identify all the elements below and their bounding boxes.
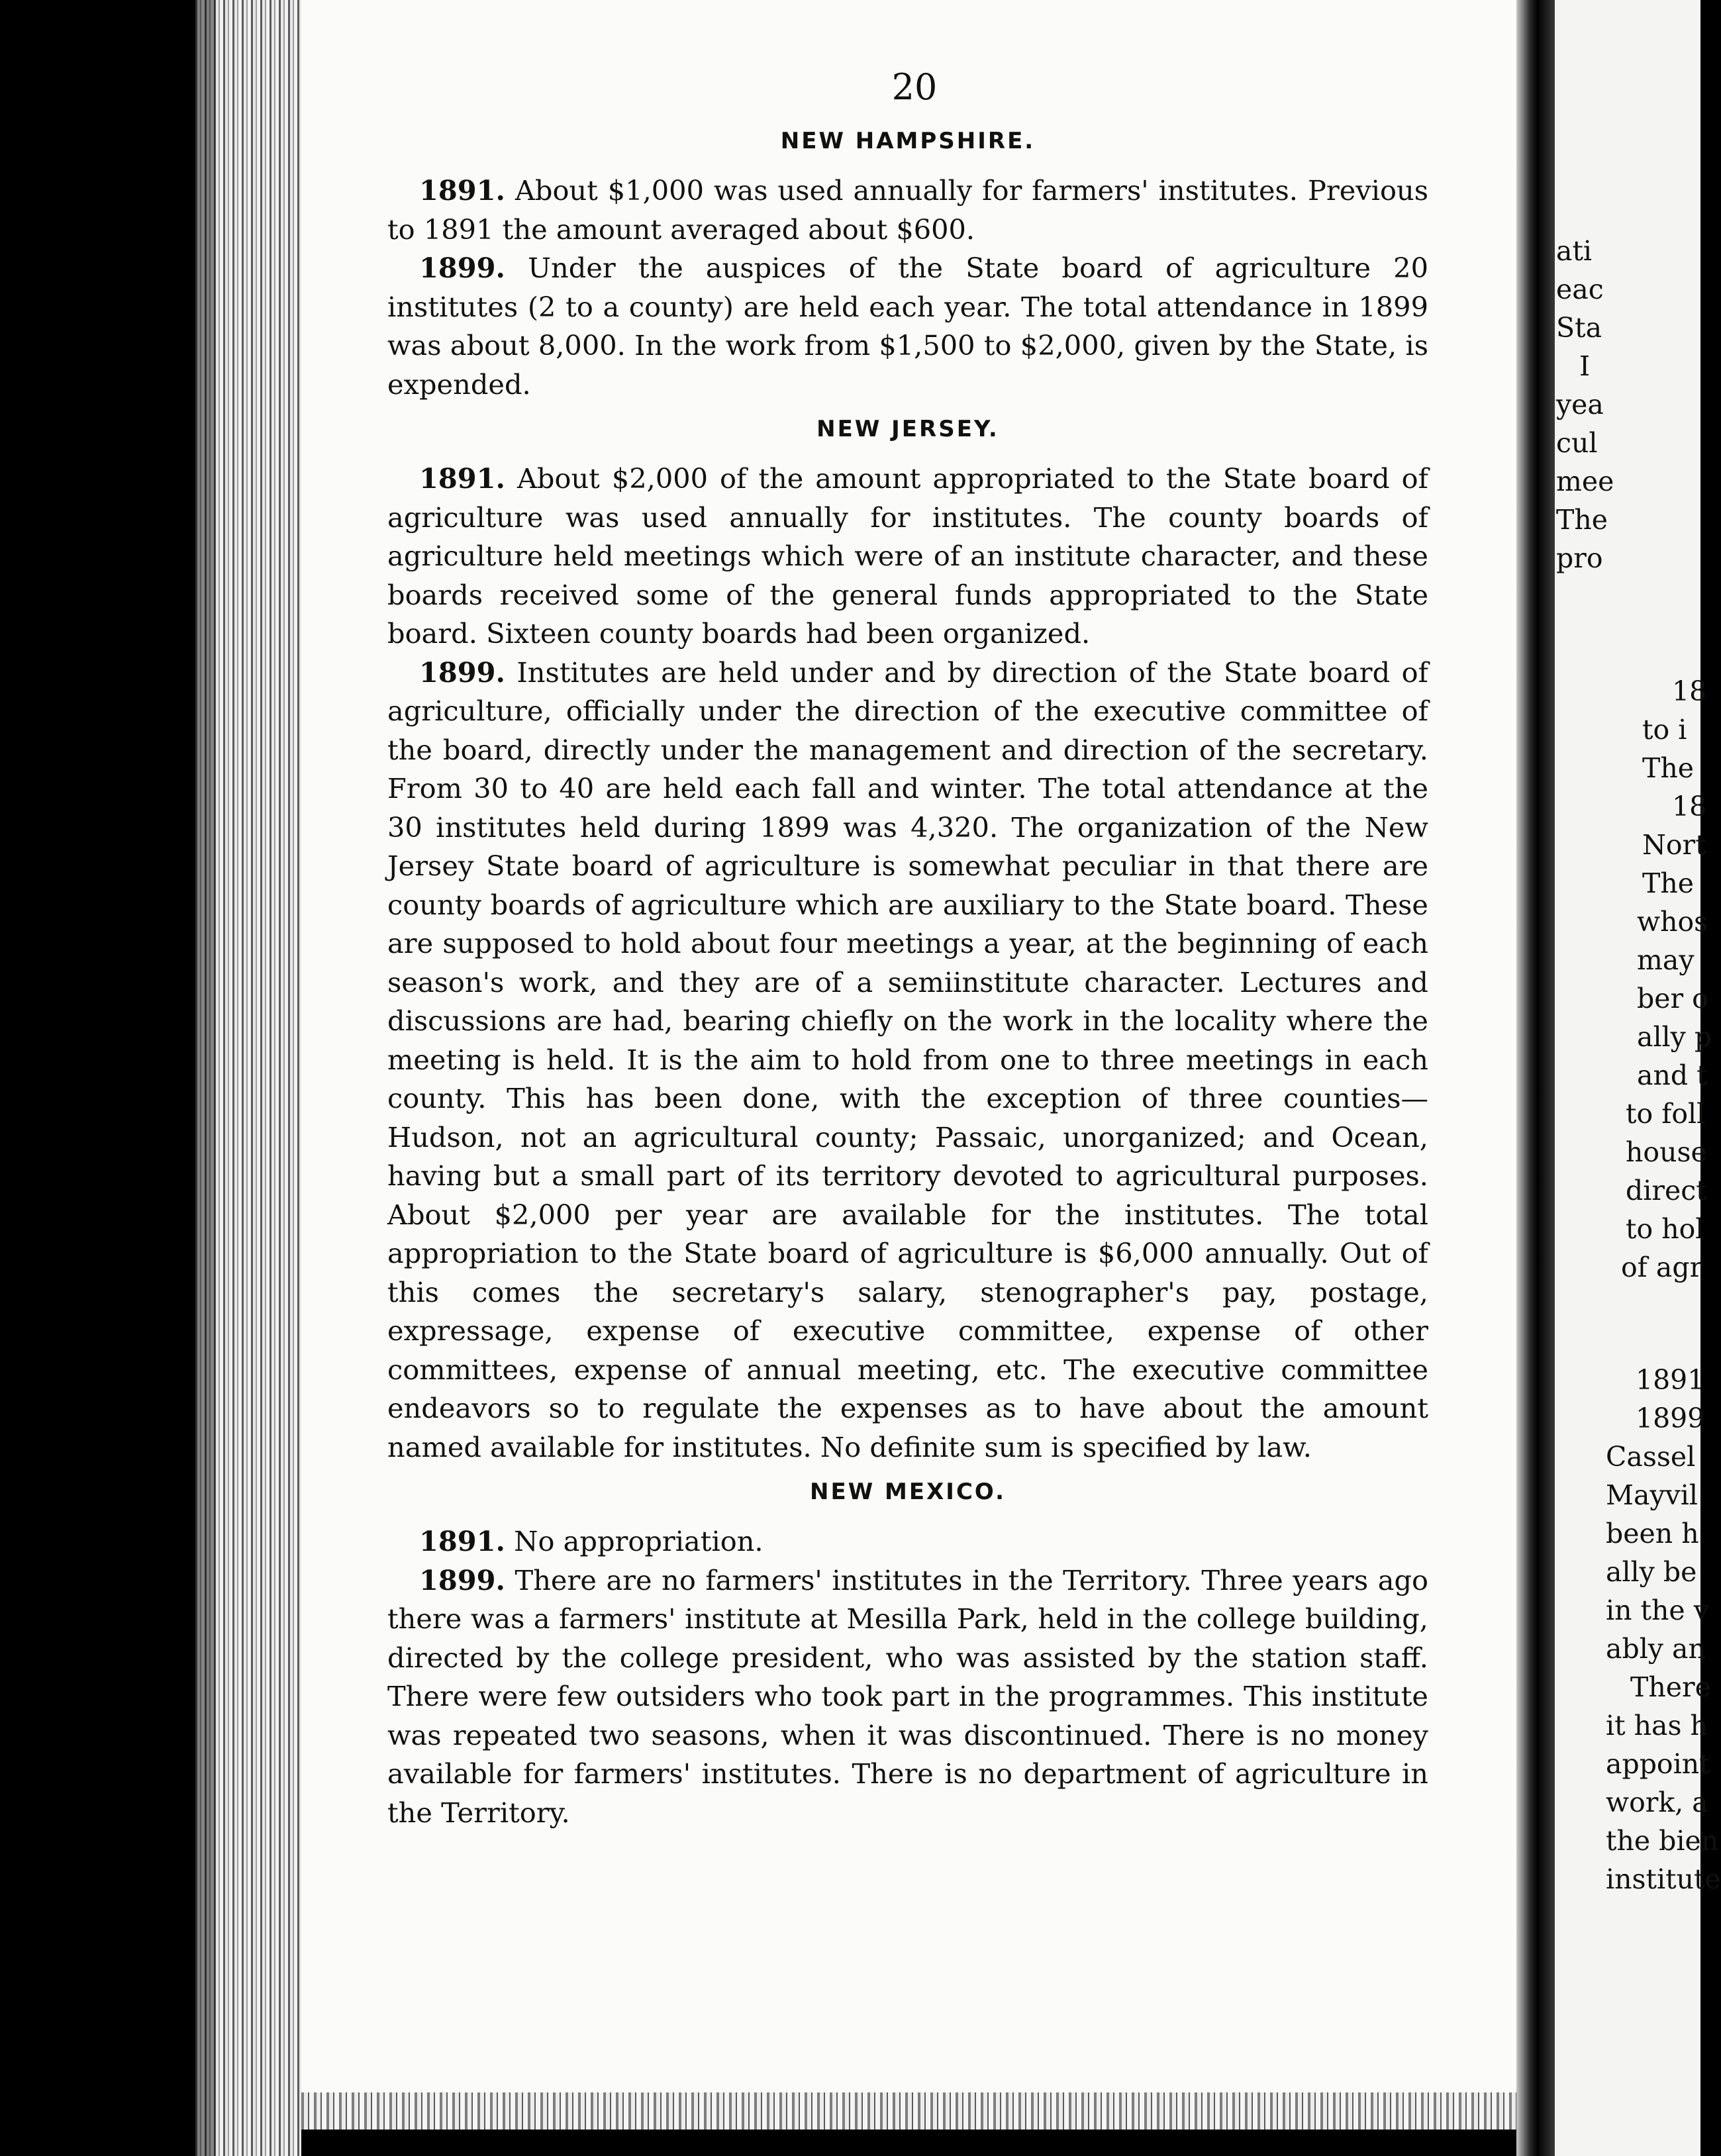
- facing-page-fragment: Sta: [1556, 312, 1602, 344]
- facing-page-fragment: and t: [1637, 1059, 1708, 1091]
- facing-page-fragment: 1899: [1636, 1402, 1705, 1434]
- facing-page-fragment: The: [1642, 867, 1695, 899]
- paragraph: [387, 460, 1428, 654]
- section-title: NEW MEXICO.: [810, 1479, 1006, 1505]
- paragraph: [387, 249, 1428, 404]
- facing-page-fragment: Mayvil: [1606, 1479, 1698, 1511]
- paragraph-year: 1899.: [419, 1563, 505, 1596]
- facing-page-fragment: There: [1630, 1671, 1711, 1703]
- facing-page-fragment: ably an: [1606, 1633, 1706, 1665]
- facing-page-fragment: pro: [1556, 542, 1603, 574]
- facing-page-fragment: The: [1642, 752, 1695, 784]
- page-edges-bottom: [301, 2092, 1555, 2130]
- binding-shadow: [195, 0, 215, 2156]
- facing-page-fragment: to hol: [1626, 1213, 1704, 1245]
- paragraph-text: About $2,000 of the amount appropriated to the State board of agriculture was used annually for institutes. The county boards of agriculture held meetings which were of an institute character, and these boards received some of the general funds appropriated to the State board. Sixteen county boards had been organized.: [387, 462, 1428, 650]
- facing-page-fragment: ber o: [1637, 983, 1708, 1014]
- paragraph-text: No appropriation.: [514, 1525, 763, 1557]
- facing-page-fragment: of agr: [1621, 1251, 1703, 1283]
- facing-page-fragment: ally p: [1637, 1021, 1712, 1053]
- facing-page-fragment: ati: [1556, 235, 1593, 267]
- facing-page-fragment: to foll: [1626, 1098, 1706, 1130]
- facing-page-fragment: cul: [1556, 427, 1598, 459]
- page-number: 20: [891, 66, 938, 108]
- paragraph-year: 1891.: [419, 462, 505, 495]
- facing-page-fragment: to i: [1642, 714, 1687, 746]
- section-title: NEW JERSEY.: [816, 416, 999, 442]
- paragraph-text: There are no farmers' institutes in the Territory. Three years ago there was a farmers' institute at Mesilla Park, held in the college building, directed by the college president, who was assisted by the station staff. There were few outsiders who took part in the programmes. This institute was repeated two seasons, when it was discontinued. There is no money available for farmers' institutes. There is no department of agriculture in the Territory.: [387, 1563, 1428, 1829]
- paragraph: [387, 172, 1428, 249]
- facing-page-fragment: mee: [1556, 466, 1614, 497]
- facing-page-fragment: house: [1626, 1136, 1707, 1168]
- paragraph-year: 1899.: [419, 252, 505, 284]
- facing-page-fragment: appoint: [1606, 1748, 1710, 1780]
- facing-page-fragment: institute: [1606, 1863, 1721, 1895]
- facing-page-fragment: 18: [1672, 675, 1707, 707]
- paragraph-text: Under the auspices of the State board of agriculture 20 institutes (2 to a county) are held each year. The total attendance in 1899 was about 8,000. In the work from $1,500 to $2,000, given by the State, is expended.: [387, 252, 1428, 401]
- facing-page-fragment: 1891: [1636, 1364, 1705, 1396]
- section-title: NEW HAMPSHIRE.: [780, 128, 1036, 154]
- facing-page-fragment: The: [1556, 504, 1608, 536]
- facing-page-fragment: Nort: [1642, 829, 1706, 861]
- paragraph-text: Institutes are held under and by direction of the State board of agriculture, officially under the direction of the executive committee of the board, directly under the management and direction of the secretary. From 30 to 40 are held each fall and winter. The total attendance at the 30 institutes held during 1899 was 4,320. The organization of the New Jersey State board of agriculture is somewhat peculiar in that there are county boards of agriculture which are auxiliary to the State board. These are supposed to hold about four meetings a year, at the beginning of each season's work, and they are of a semiinstitute character. Lectures and discussions are had, bearing chiefly on the work in the locality where the meeting is held. It is the aim to hold from one to three meetings in each county. This has been done, with the exception of three counties—Hudson, not an agricultural county; Passaic, unorganized; and Ocean, having but a small part of its territory devoted to agricultural purposes. About $2,000 per year are available for the institutes. The total appropriation to the State board of agriculture is $6,000 annually. Out of this comes the secretary's salary, stenographer's pay, postage, expressage, expense of executive committee, expense of other committees, expense of annual meeting, etc. The executive committee endeavors so to regulate the expenses as to have about the amount named available for institutes. No definite sum is specified by law.: [387, 656, 1428, 1463]
- facing-page-fragment: the bien: [1606, 1825, 1719, 1857]
- facing-page-fragment: it has h: [1606, 1710, 1708, 1741]
- paragraph-year: 1899.: [419, 656, 505, 689]
- book-gutter: [1516, 0, 1555, 2156]
- facing-page-fragment: yea: [1556, 389, 1604, 420]
- paragraph-year: 1891.: [419, 174, 505, 207]
- paragraph: [387, 1561, 1428, 1833]
- facing-page-fragment: been h: [1606, 1518, 1699, 1549]
- page-content: [387, 66, 1428, 1832]
- paragraph-text: About $1,000 was used annually for farmers' institutes. Previous to 1891 the amount averaged about $600.: [387, 174, 1428, 246]
- section-new-hampshire: [387, 128, 1428, 404]
- facing-page-fragment: in the v: [1606, 1594, 1709, 1626]
- section-new-jersey: [387, 416, 1428, 1467]
- facing-page-fragment: I: [1579, 350, 1591, 382]
- facing-page-fragment: work, a: [1606, 1787, 1708, 1818]
- facing-page-fragment: direct: [1626, 1175, 1707, 1206]
- section-new-mexico: [387, 1479, 1428, 1832]
- facing-page-fragment: whos: [1637, 906, 1708, 938]
- facing-page-fragment: eac: [1556, 273, 1604, 305]
- facing-page-fragment: ally be: [1606, 1556, 1697, 1588]
- paragraph: [387, 654, 1428, 1467]
- facing-page-fragment: may: [1637, 944, 1695, 976]
- facing-page-fragment: Cassel: [1606, 1441, 1696, 1473]
- paragraph-year: 1891.: [419, 1525, 505, 1557]
- paragraph: [387, 1522, 1428, 1561]
- facing-page-fragment: 18: [1672, 791, 1707, 822]
